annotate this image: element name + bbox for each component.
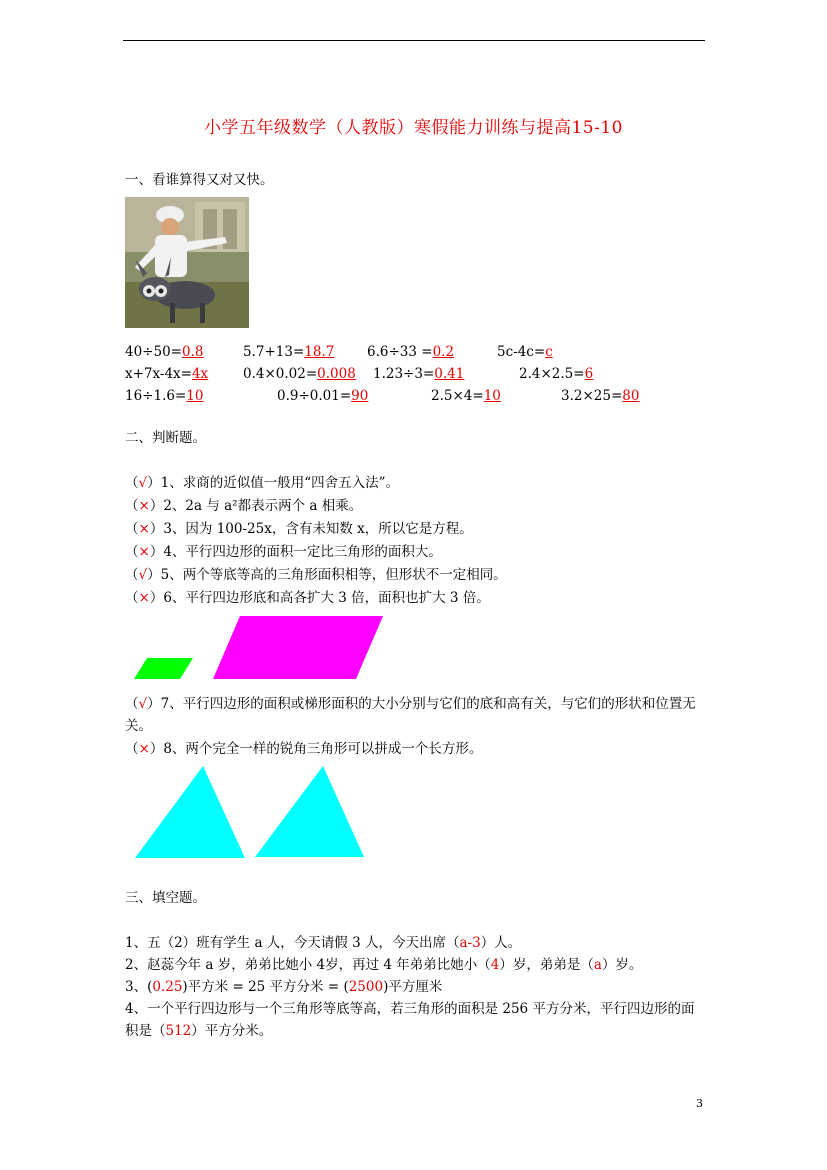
judge-item: （√）7、平行四边形的面积或梯形面积的大小分别与它们的底和高有关，与它们的形状和位置无关。 (125, 696, 696, 734)
calc-item: 40÷50=0.8 (125, 344, 204, 360)
section1-heading: 一、看谁算得又对又快。 (125, 172, 274, 188)
fill-item: 1、五（2）班有学生 a 人，今天请假 3 人，今天出席（a-3）人。 (125, 935, 522, 951)
section3-heading: 三、填空题。 (125, 890, 206, 906)
judge-item: （×）8、两个完全一样的锐角三角形可以拼成一个长方形。 (125, 741, 483, 757)
green-parallelogram (134, 658, 193, 679)
judge-item: （×）4、平行四边形的面积一定比三角形的面积大。 (125, 544, 442, 560)
calc-item: 1.23÷3=0.41 (373, 366, 465, 382)
judge-item: （×）2、2a 与 a²都表示两个 a 相乘。 (125, 498, 363, 514)
calc-item: 6.6÷33 =0.2 (367, 344, 455, 360)
judge-item: （×）3、因为 100-25x，含有未知数 x，所以它是方程。 (125, 521, 473, 537)
calc-item: 0.9÷0.01=90 (277, 388, 369, 404)
calc-item: x+7x-4x=4x (125, 366, 209, 382)
calc-item: 0.4×0.02=0.008 (243, 366, 356, 382)
magenta-parallelogram (213, 616, 383, 679)
cyan-triangle-left (135, 766, 245, 858)
calc-item: 2.5×4=10 (431, 388, 501, 404)
fill-item: 4、一个平行四边形与一个三角形等底等高，若三角形的面积是 256 平方分米，平行四边形的面积是（512）平方分米。 (125, 1001, 695, 1039)
calc-item: 16÷1.6=10 (125, 388, 204, 404)
calc-item: 5c-4c=c (497, 344, 553, 360)
calc-item: 2.4×2.5=6 (519, 366, 594, 382)
section2-heading: 二、判断题。 (125, 430, 206, 446)
judge-item: （×）6、平行四边形底和高各扩大 3 倍，面积也扩大 3 倍。 (125, 590, 490, 606)
judge-item: （√）1、求商的近似值一般用“四舍五入法”。 (125, 475, 400, 491)
page-title: 小学五年级数学（人教版）寒假能力训练与提高15-10 (203, 118, 623, 138)
calc-item: 3.2×25=80 (561, 388, 640, 404)
fill-item: 3、(0.25)平方米 = 25 平方分米 = (2500)平方厘米 (125, 979, 443, 995)
cyan-triangle-right (255, 766, 364, 857)
calc-item: 5.7+13=18.7 (243, 344, 335, 360)
judge-item: （√）5、两个等底等高的三角形面积相等，但形状不一定相同。 (125, 567, 507, 583)
fill-item: 2、赵蕊今年 a 岁，弟弟比她小 4岁，再过 4 年弟弟比她小（4）岁，弟弟是（a）岁。 (125, 957, 643, 973)
page-number: 3 (696, 1097, 703, 1110)
